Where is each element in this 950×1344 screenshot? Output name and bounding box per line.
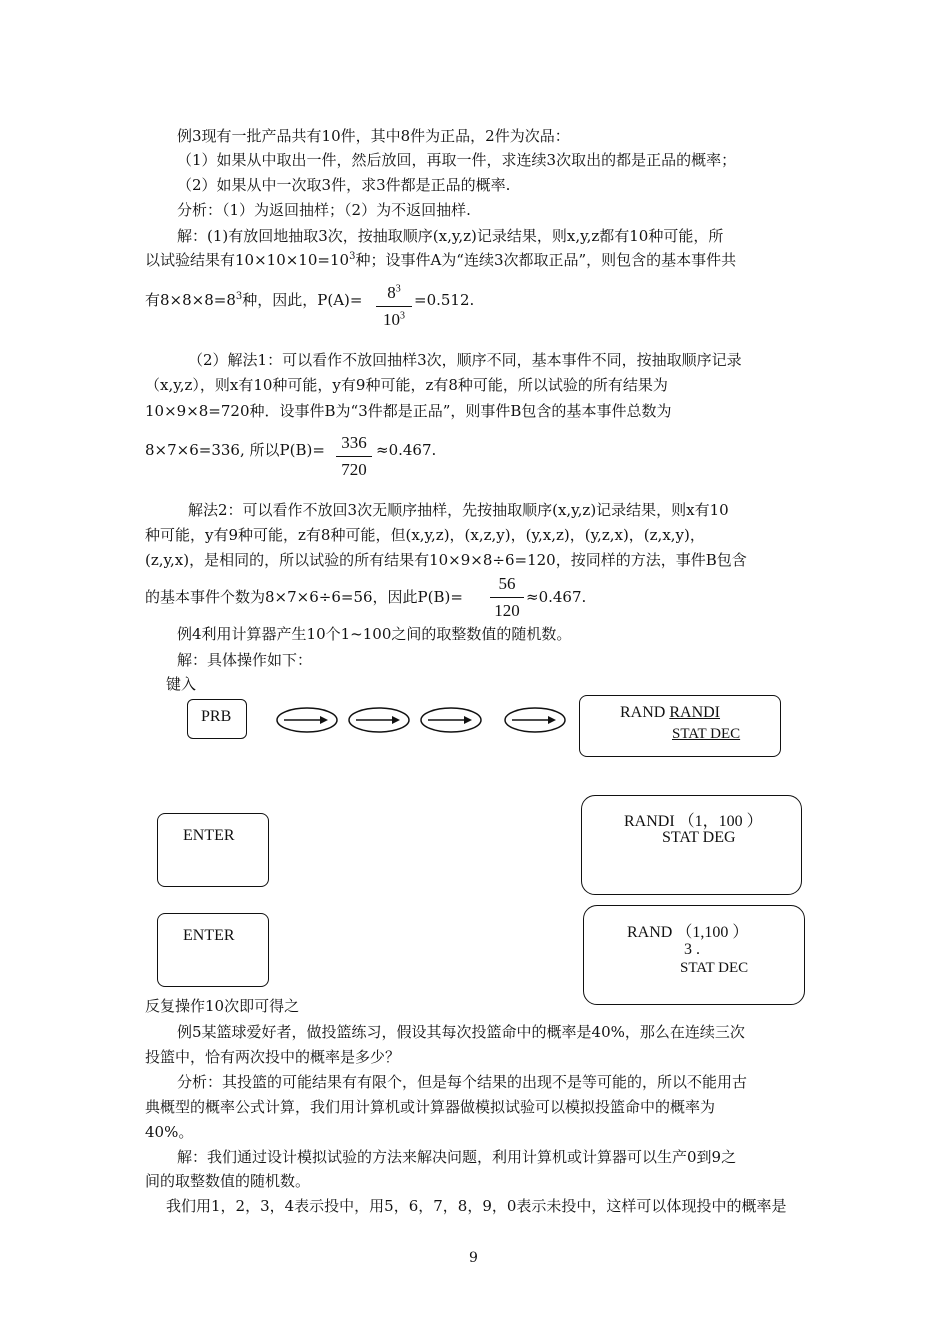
example5-solution-2: 间的取整数值的随机数。 — [145, 1172, 311, 1190]
arrow-icon — [348, 706, 412, 734]
enter-key-1: ENTER — [157, 813, 269, 887]
example5-analysis-1: 分析：其投篮的可能结果有有限个，但是每个结果的出现不是等可能的，所以不能用古 — [177, 1073, 748, 1091]
method2-line-1: 解法2：可以看作不放回3次无顺序抽样，先按抽取顺序(x,y,z)记录结果，则x有10 — [188, 501, 729, 519]
example5-analysis-2: 典概型的概率公式计算，我们用计算机或计算器做模拟试验可以模拟投篮命中的概率为 — [145, 1098, 716, 1116]
solution-line-2: 以试验结果有$10\times 10\times 10=10^3$种；设事件A为“连续3次都取正品”，则包含的基本事件共 — [145, 251, 737, 269]
fraction-pb2: 56 120 — [490, 573, 524, 622]
fraction-pb1: 336 720 — [336, 432, 372, 481]
example3-q2: （2）如果从中一次取3件，求3件都是正品的概率. — [177, 176, 511, 194]
example4-solution: 解：具体操作如下： — [177, 651, 313, 669]
solution-line-3: 有$8\times 8\times 8=8^3$种，因此，P(A)= — [145, 291, 363, 309]
example3-analysis: 分析：（1）为返回抽样；（2）为不返回抽样. — [177, 201, 471, 219]
method2-line-3: (z,y,x)，是相同的，所以试验的所有结果有10×9×8÷6=120，按同样的方法，事件B包含 — [145, 551, 747, 569]
example5-line-2: 投篮中，恰有两次投中的概率是多少？ — [145, 1048, 401, 1066]
example5-line-1: 例5某篮球爱好者，做投篮练习，假设其每次投篮命中的概率是40%，那么在连续三次 — [177, 1023, 745, 1041]
method1-line-4: 8×7×6=336, 所以P(B)= — [145, 441, 325, 459]
page-number: 9 — [469, 1250, 478, 1266]
example3-title: 例3现有一批产品共有10件，其中8件为正品，2件为次品： — [177, 127, 570, 145]
enter-key-2: ENTER — [157, 913, 269, 987]
method1-line-2: （x,y,z），则x有10种可能，y有9种可能，z有8种可能，所以试验的所有结果为 — [145, 376, 668, 394]
arrow-icon — [276, 706, 340, 734]
method1-line-1: （2）解法1：可以看作不放回抽样3次，顺序不同，基本事件不同，按抽取顺序记录 — [188, 351, 742, 369]
example5-solution-3: 我们用1，2，3，4表示投中，用5，6，7，8，9，0表示未投中，这样可以体现投中的概率是 — [166, 1197, 787, 1215]
method2-line-2: 种可能，y有9种可能，z有8种可能，但(x,y,z)，(x,z,y)，(y,x,z)，(y,z,x)，(z,x,y)， — [145, 526, 705, 544]
example5-analysis-3: 40%。 — [145, 1123, 194, 1141]
arrow-icon — [504, 706, 568, 734]
example3-q1: （1）如果从中取出一件，然后放回，再取一件，求连续3次取出的都是正品的概率； — [177, 151, 737, 169]
example4-title: 例4利用计算器产生10个1~100之间的取整数值的随机数。 — [177, 625, 572, 643]
prb-key: PRB — [187, 699, 247, 739]
method1-line-3: 10×9×8=720种．设事件B为“3件都是正品”，则事件B包含的基本事件总数为 — [145, 402, 672, 420]
repeat-note: 反复操作10次即可得之 — [145, 997, 300, 1015]
calculator-screen-1: RAND RANDI STAT DEC — [579, 695, 781, 757]
pa-result: =0.512. — [414, 291, 475, 309]
fraction-pa: $8^3$ $10^3$ — [376, 282, 412, 331]
pb2-result: ≈0.467. — [526, 588, 587, 606]
pb1-result: ≈0.467. — [376, 441, 437, 459]
calculator-screen-3: RAND （1,100 ） 3 . STAT DEC — [583, 905, 805, 1005]
method2-line-4: 的基本事件个数为8×7×6÷6=56，因此P(B)= — [145, 588, 463, 606]
solution-line-1: 解：(1)有放回地抽取3次，按抽取顺序(x,y,z)记录结果，则x,y,z都有10种可能，所 — [177, 227, 724, 245]
arrow-icon — [420, 706, 484, 734]
key-in-label: 键入 — [166, 675, 197, 693]
calculator-screen-2: RANDI （1，100 ） STAT DEG — [581, 795, 802, 895]
example5-solution-1: 解：我们通过设计模拟试验的方法来解决问题，利用计算机或计算器可以生产0到9之 — [177, 1148, 737, 1166]
